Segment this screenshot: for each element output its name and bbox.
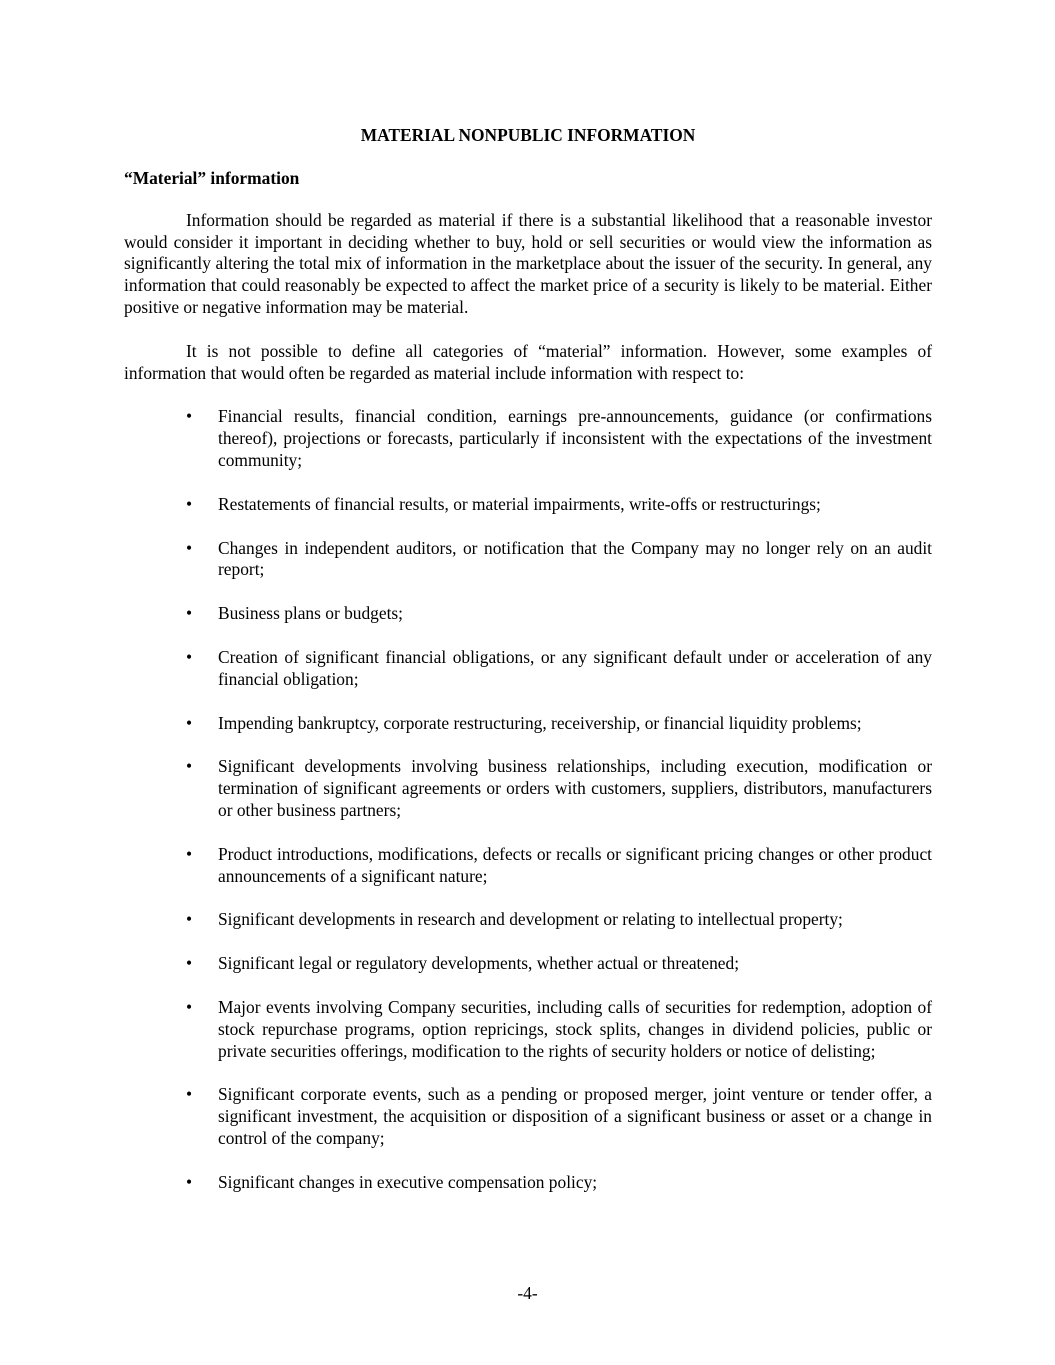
list-item-text: Major events involving Company securities, including calls of securities for redemption, adoption of stock repurchase programs, option repricings, stock splits, changes in dividend policies, public or private securities offerings, modification to the rights of security holders or notice of delisting; (218, 996, 932, 1061)
list-item (124, 953, 932, 975)
list-item (124, 756, 932, 821)
list-item (124, 603, 932, 625)
bullet-icon: • (186, 537, 193, 558)
list-item (124, 494, 932, 516)
bullet-icon: • (186, 603, 193, 624)
bullet-icon: • (186, 646, 193, 667)
list-item (124, 647, 932, 691)
examples-list (124, 406, 932, 1193)
list-item-text: Product introductions, modifications, defects or recalls or significant pricing changes or other product announcements of a significant nature; (218, 843, 932, 886)
bullet-icon: • (186, 996, 193, 1017)
list-item (124, 909, 932, 931)
list-item (124, 406, 932, 471)
bullet-icon: • (186, 909, 193, 930)
bullet-icon: • (186, 843, 193, 864)
list-item-text: Creation of significant financial obligations, or any significant default under or acceleration of any financial obligation; (218, 646, 932, 689)
document-page (124, 125, 932, 1216)
bullet-icon: • (186, 1171, 193, 1192)
list-item (124, 1172, 932, 1194)
list-item (124, 997, 932, 1062)
paragraph-material-definition: Information should be regarded as material if there is a substantial likelihood that a reasonable investor would consider it important in deciding whether to buy, hold or sell securities or would view the information as significantly altering the total mix of information in the marketplace about the issuer of the security. In general, any information that could reasonably be expected to affect the market price of a security is likely to be material. Either positive or negative information may be material. (124, 209, 932, 317)
bullet-icon: • (186, 953, 193, 974)
list-item-text: Business plans or budgets; (218, 603, 404, 624)
section-heading: “Material” information (124, 168, 300, 188)
bullet-icon: • (186, 756, 193, 777)
list-item-text: Significant developments involving business relationships, including execution, modification or termination of significant agreements or orders with customers, suppliers, distributors, manufacturers or other business partners; (218, 756, 932, 820)
list-item-text: Significant legal or regulatory developments, whether actual or threatened; (218, 953, 740, 974)
page-number: -4- (517, 1283, 538, 1303)
bullet-icon: • (186, 406, 193, 427)
bullet-icon: • (186, 712, 193, 733)
list-item-text: Restatements of financial results, or material impairments, write-offs or restructurings; (218, 493, 821, 514)
list-item-text: Impending bankruptcy, corporate restructuring, receivership, or financial liquidity problems; (218, 712, 862, 733)
list-item (124, 713, 932, 735)
list-item-text: Changes in independent auditors, or notification that the Company may no longer rely on an audit report; (218, 537, 932, 580)
list-item (124, 844, 932, 888)
page-title: MATERIAL NONPUBLIC INFORMATION (360, 125, 696, 145)
list-item-text: Significant developments in research and development or relating to intellectual property; (218, 909, 843, 930)
bullet-icon: • (186, 1084, 193, 1105)
list-item (124, 538, 932, 582)
paragraph-examples-intro: It is not possible to define all categories of “material” information. However, some examples of information that would often be regarded as material include information with respect to: (124, 340, 932, 383)
bullet-icon: • (186, 493, 193, 514)
list-item-text: Financial results, financial condition, earnings pre-announcements, guidance (or confirmations thereof), projections or forecasts, particularly if inconsistent with the expectations of the investment community; (218, 406, 932, 470)
list-item (124, 1084, 932, 1149)
list-item-text: Significant changes in executive compensation policy; (218, 1171, 598, 1192)
list-item-text: Significant corporate events, such as a pending or proposed merger, joint venture or tender offer, a significant investment, the acquisition or disposition of a significant business or asset or a change in control of the company; (218, 1084, 932, 1148)
